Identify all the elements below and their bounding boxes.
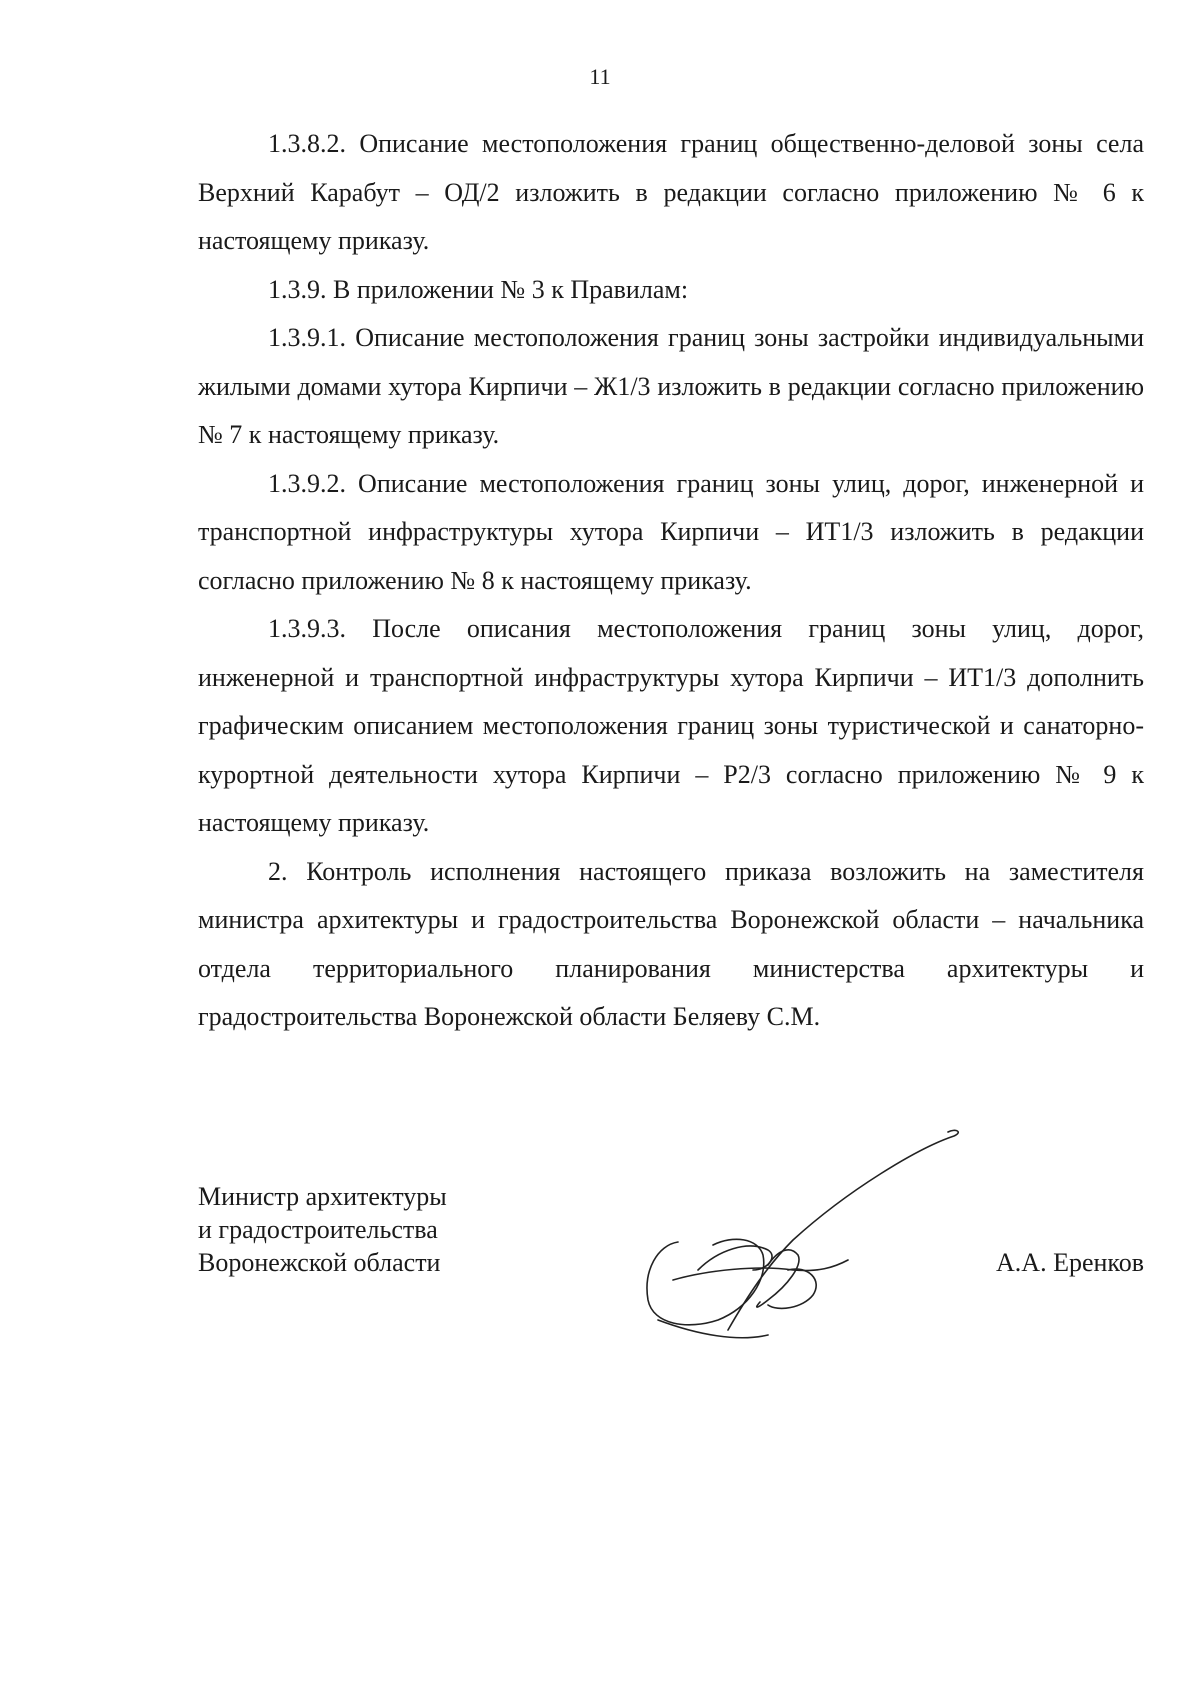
signatory-title-line: Министр архитектуры — [198, 1182, 447, 1211]
paragraph-1-3-9-2: 1.3.9.2. Описание местоположения границ зоны улиц, дорог, инженерной и транспортной инфраструктуры хутора Кирпичи – ИТ1/3 изложить в редакции согласно приложению № 8 к настоящему приказу. — [198, 468, 1144, 595]
signatory-title — [198, 1180, 447, 1279]
signatory-name: А.А. Еренков — [996, 1248, 1144, 1277]
paragraph-1-3-9-1: 1.3.9.1. Описание местоположения границ зоны застройки индивидуальными жилыми домами хутора Кирпичи – Ж1/3 изложить в редакции согласно приложению № 7 к настоящему приказу. — [198, 323, 1144, 449]
paragraph-1-3-9: 1.3.9. В приложении № 3 к Правилам: — [268, 274, 689, 304]
signatory-title-line: Воронежской области — [198, 1248, 441, 1277]
paragraph-2: 2. Контроль исполнения настоящего приказа возложить на заместителя министра архитектуры и градостроительства Воронежской области – начальника отдела территориального планирования министерства архитектуры и градостроительства Воронежской области Беляеву С.М. — [198, 856, 1144, 1031]
document-body — [198, 120, 1144, 1042]
page-number: 11 — [589, 64, 611, 89]
signature-block — [198, 1180, 1144, 1360]
paragraph-1-3-8-2: 1.3.8.2. Описание местоположения границ общественно-деловой зоны села Верхний Карабут – ОД/2 изложить в редакции согласно приложению № 6 к настоящему приказу. — [198, 129, 1144, 255]
paragraph-1-3-9-3: 1.3.9.3. После описания местоположения границ зоны улиц, дорог, инженерной и транспортной инфраструктуры хутора Кирпичи – ИТ1/3 дополнить графическим описанием местоположения границ зоны туристической и санаторно-курортной деятельности хутора Кирпичи – Р2/3 согласно приложению № 9 к настоящему приказу. — [198, 614, 1144, 837]
signature-icon — [618, 1120, 998, 1350]
signatory-title-line: и градостроительства — [198, 1215, 438, 1244]
